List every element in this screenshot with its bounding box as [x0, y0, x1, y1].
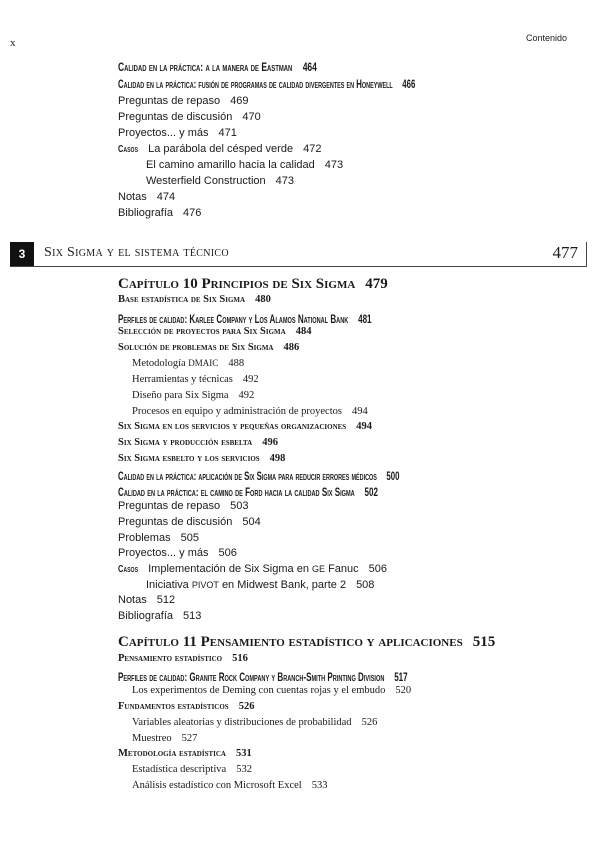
toc-entry[interactable]: Six Sigma en los servicios y pequeñas organizaciones 494 [118, 421, 372, 432]
toc-entry[interactable]: Calidad en la práctica: fusión de programas de calidad divergentes en Honeywell 466 [118, 79, 416, 91]
toc-entry[interactable]: Proyectos... y más 471 [118, 127, 237, 139]
toc-entry[interactable]: Diseño para Six Sigma 492 [132, 390, 255, 401]
toc-entry[interactable]: Preguntas de repaso 469 [118, 95, 249, 107]
part-page: 477 [552, 243, 578, 262]
toc-entry[interactable]: Herramientas y técnicas 492 [132, 374, 259, 385]
toc-entry[interactable]: Westerfield Construction 473 [146, 175, 294, 187]
toc-entry[interactable]: Casos Implementación de Six Sigma en GE Fanuc 506 [118, 563, 388, 575]
toc-entry[interactable]: Notas 474 [118, 191, 176, 203]
toc-entry[interactable]: Solución de problemas de Six Sigma 486 [118, 342, 300, 353]
toc-entry[interactable]: Calidad en la práctica: el camino de Ford hacia la calidad Six Sigma 502 [118, 487, 378, 499]
toc-entry[interactable]: Muestreo 527 [132, 733, 198, 744]
part-title: Six Sigma y el sistema técnico [44, 245, 229, 260]
toc-entry[interactable]: Perfiles de calidad: Karlee Company y Los Alamos National Bank 481 [118, 314, 372, 326]
page-number: x [10, 37, 16, 49]
running-head: Contenido [526, 33, 568, 43]
part-banner[interactable] [10, 242, 587, 267]
toc-entry[interactable]: Iniciativa PIVOT en Midwest Bank, parte 2 508 [146, 579, 375, 591]
toc-entry[interactable]: Preguntas de repaso 503 [118, 500, 249, 512]
toc-entry[interactable]: El camino amarillo hacia la calidad 473 [146, 159, 344, 171]
toc-entry[interactable]: Estadística descriptiva 532 [132, 764, 252, 775]
toc-entry[interactable]: Casos La parábola del césped verde 472 [118, 143, 322, 155]
toc-entry[interactable]: Preguntas de discusión 470 [118, 111, 261, 123]
toc-entry[interactable]: Preguntas de discusión 504 [118, 516, 261, 528]
toc-entry[interactable]: Bibliografía 476 [118, 207, 202, 219]
toc-entry[interactable]: Variables aleatorias y distribuciones de probabilidad 526 [132, 717, 378, 728]
toc-entry[interactable]: Los experimentos de Deming con cuentas rojas y el embudo 520 [132, 685, 412, 696]
toc-entry[interactable]: Selección de proyectos para Six Sigma 484 [118, 326, 312, 337]
toc-entry[interactable]: Six Sigma y producción esbelta 496 [118, 437, 278, 448]
toc-entry[interactable]: Problemas 505 [118, 532, 199, 544]
toc-entry[interactable]: Calidad en la práctica: aplicación de Six Sigma para reducir errores médicos 500 [118, 471, 400, 483]
toc-entry[interactable]: Procesos en equipo y administración de proyectos 494 [132, 406, 368, 417]
toc-entry[interactable]: Perfiles de calidad: Granite Rock Company y Branch-Smith Printing Division 517 [118, 672, 408, 684]
toc-entry[interactable]: Metodología estadística 531 [118, 748, 252, 759]
toc-entry[interactable]: Six Sigma esbelto y los servicios 498 [118, 453, 286, 464]
toc-entry[interactable]: Análisis estadístico con Microsoft Excel 533 [132, 780, 328, 791]
part-number: 3 [10, 242, 34, 266]
toc-entry[interactable]: Base estadística de Six Sigma 480 [118, 294, 271, 305]
chapter-title[interactable]: Capítulo 11 Pensamiento estadístico y aplicaciones 515 [118, 634, 496, 650]
toc-entry[interactable]: Metodología DMAIC 488 [132, 358, 245, 369]
toc-entry[interactable]: Bibliografía 513 [118, 610, 202, 622]
toc-entry[interactable]: Proyectos... y más 506 [118, 547, 237, 559]
chapter-title[interactable]: Capítulo 10 Principios de Six Sigma 479 [118, 276, 388, 292]
toc-entry[interactable]: Calidad en la práctica: a la manera de Eastman 464 [118, 62, 317, 74]
toc-entry[interactable]: Notas 512 [118, 594, 176, 606]
toc-entry[interactable]: Fundamentos estadísticos 526 [118, 701, 255, 712]
toc-entry[interactable]: Pensamiento estadístico 516 [118, 653, 248, 664]
